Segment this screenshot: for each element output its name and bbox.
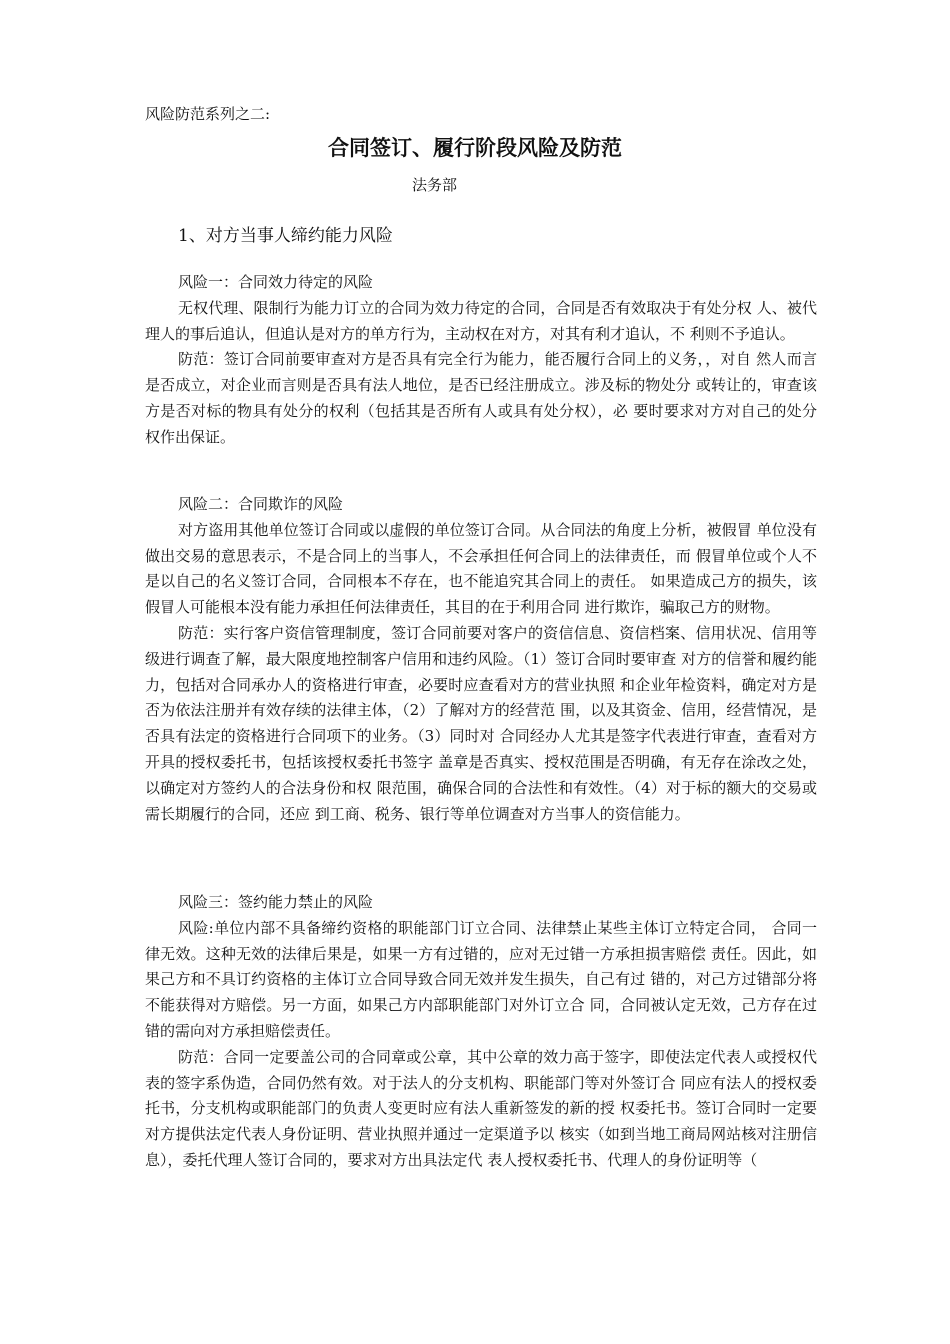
risk-paragraph: 风险:单位内部不具备缔约资格的职能部门订立合同、法律禁止某些主体订立特定合同， 合同一律无效。这种无效的法律后果是，如果一方有过错的，应对无过错一方承担损害赔偿 责任。因此，如果己方和不具订约资格的主体订立合同导致合同无效并发生损失，自己有过 错的，对己方过错部分将不能获得对方赔偿。另一方面，如果己方内部职能部门对外订立合 同，合同被认定无效，己方存在过错的需向对方承担赔偿责任。 bbox=[145, 918, 817, 1040]
prevention-paragraph: 防范：签订合同前要审查对方是否具有完全行为能力，能否履行合同上的义务，，对自 然人而言是否成立，对企业而言则是否具有法人地位，是否已经注册成立。涉及标的物处分 或转让的，审查该方是否对标的物具有处分的权利（包括其是否所有人或具有处分权），必 要时要求对方对自己的处分权作出保证。 bbox=[145, 350, 817, 446]
risk-heading: 风险三：签约能力禁止的风险 bbox=[178, 893, 374, 911]
department-label: 法务部 bbox=[412, 176, 458, 194]
prevention-paragraph: 防范：实行客户资信管理制度，签订合同前要对客户的资信信息、资信档案、信用状况、信用等级进行调查了解，最大限度地控制客户信用和违约风险。（1）签订合同时要审查 对方的信誉和履约能力，包括对合同承办人的资格进行审查，必要时应查看对方的营业执照 和企业年检资料，确定对方是否为依法注册并有效存续的法律主体，（2）了解对方的经营范 围，以及其资金、信用，经营情况，是否具有法定的资格进行合同项下的业务。（3）同时对 合同经办人尤其是签字代表进行审查，查看对方开具的授权委托书，包括该授权委托书签字 盖章是否真实、授权范围是否明确，有无存在涂改之处，以确定对方签约人的合法身份和权 限范围，确保合同的合法性和有效性。（4）对于标的额大的交易或需长期履行的合同，还应 到工商、税务、银行等单位调查对方当事人的资信能力。 bbox=[145, 623, 817, 823]
risk-heading: 风险二：合同欺诈的风险 bbox=[178, 495, 344, 513]
risk-paragraph: 对方盗用其他单位签订合同或以虚假的单位签订合同。从合同法的角度上分析，被假冒 单位没有做出交易的意思表示，不是合同上的当事人，不会承担任何合同上的法律责任，而 假冒单位或个人不是以自己的名义签订合同，合同根本不存在，也不能追究其合同上的责任。 如果造成己方的损失，该假冒人可能根本没有能力承担任何法律责任，其目的在于利用合同 进行欺诈，骗取己方的财物。 bbox=[145, 520, 817, 617]
risk-paragraph: 无权代理、限制行为能力订立的合同为效力待定的合同，合同是否有效取决于有处分权 人、被代理人的事后追认，但追认是对方的单方行为，主动权在对方，对其有利才追认，不 利则不予追认。 bbox=[145, 298, 817, 343]
prevention-paragraph: 防范：合同一定要盖公司的合同章或公章，其中公章的效力高于签字，即使法定代表人或授权代表的签字系伪造，合同仍然有效。对于法人的分支机构、职能部门等对外签订合 同应有法人的授权委托书，分支机构或职能部门的负责人变更时应有法人重新签发的新的授 权委托书。签订合同时一定要对方提供法定代表人身份证明、营业执照并通过一定渠道予以 核实（如到当地工商局网站核对注册信息），委托代理人签订合同的，要求对方出具法定代 表人授权委托书、代理人的身份证明等（ bbox=[145, 1047, 817, 1169]
risk-block-3 bbox=[145, 890, 817, 1174]
risk-block-2 bbox=[145, 492, 817, 827]
section-heading: 1、对方当事人缔约能力风险 bbox=[178, 226, 393, 246]
risk-block-1 bbox=[145, 270, 817, 451]
risk-heading: 风险一：合同效力待定的风险 bbox=[178, 273, 374, 291]
page-title: 合同签订、履行阶段风险及防范 bbox=[328, 136, 622, 160]
series-label: 风险防范系列之二: bbox=[145, 105, 271, 123]
